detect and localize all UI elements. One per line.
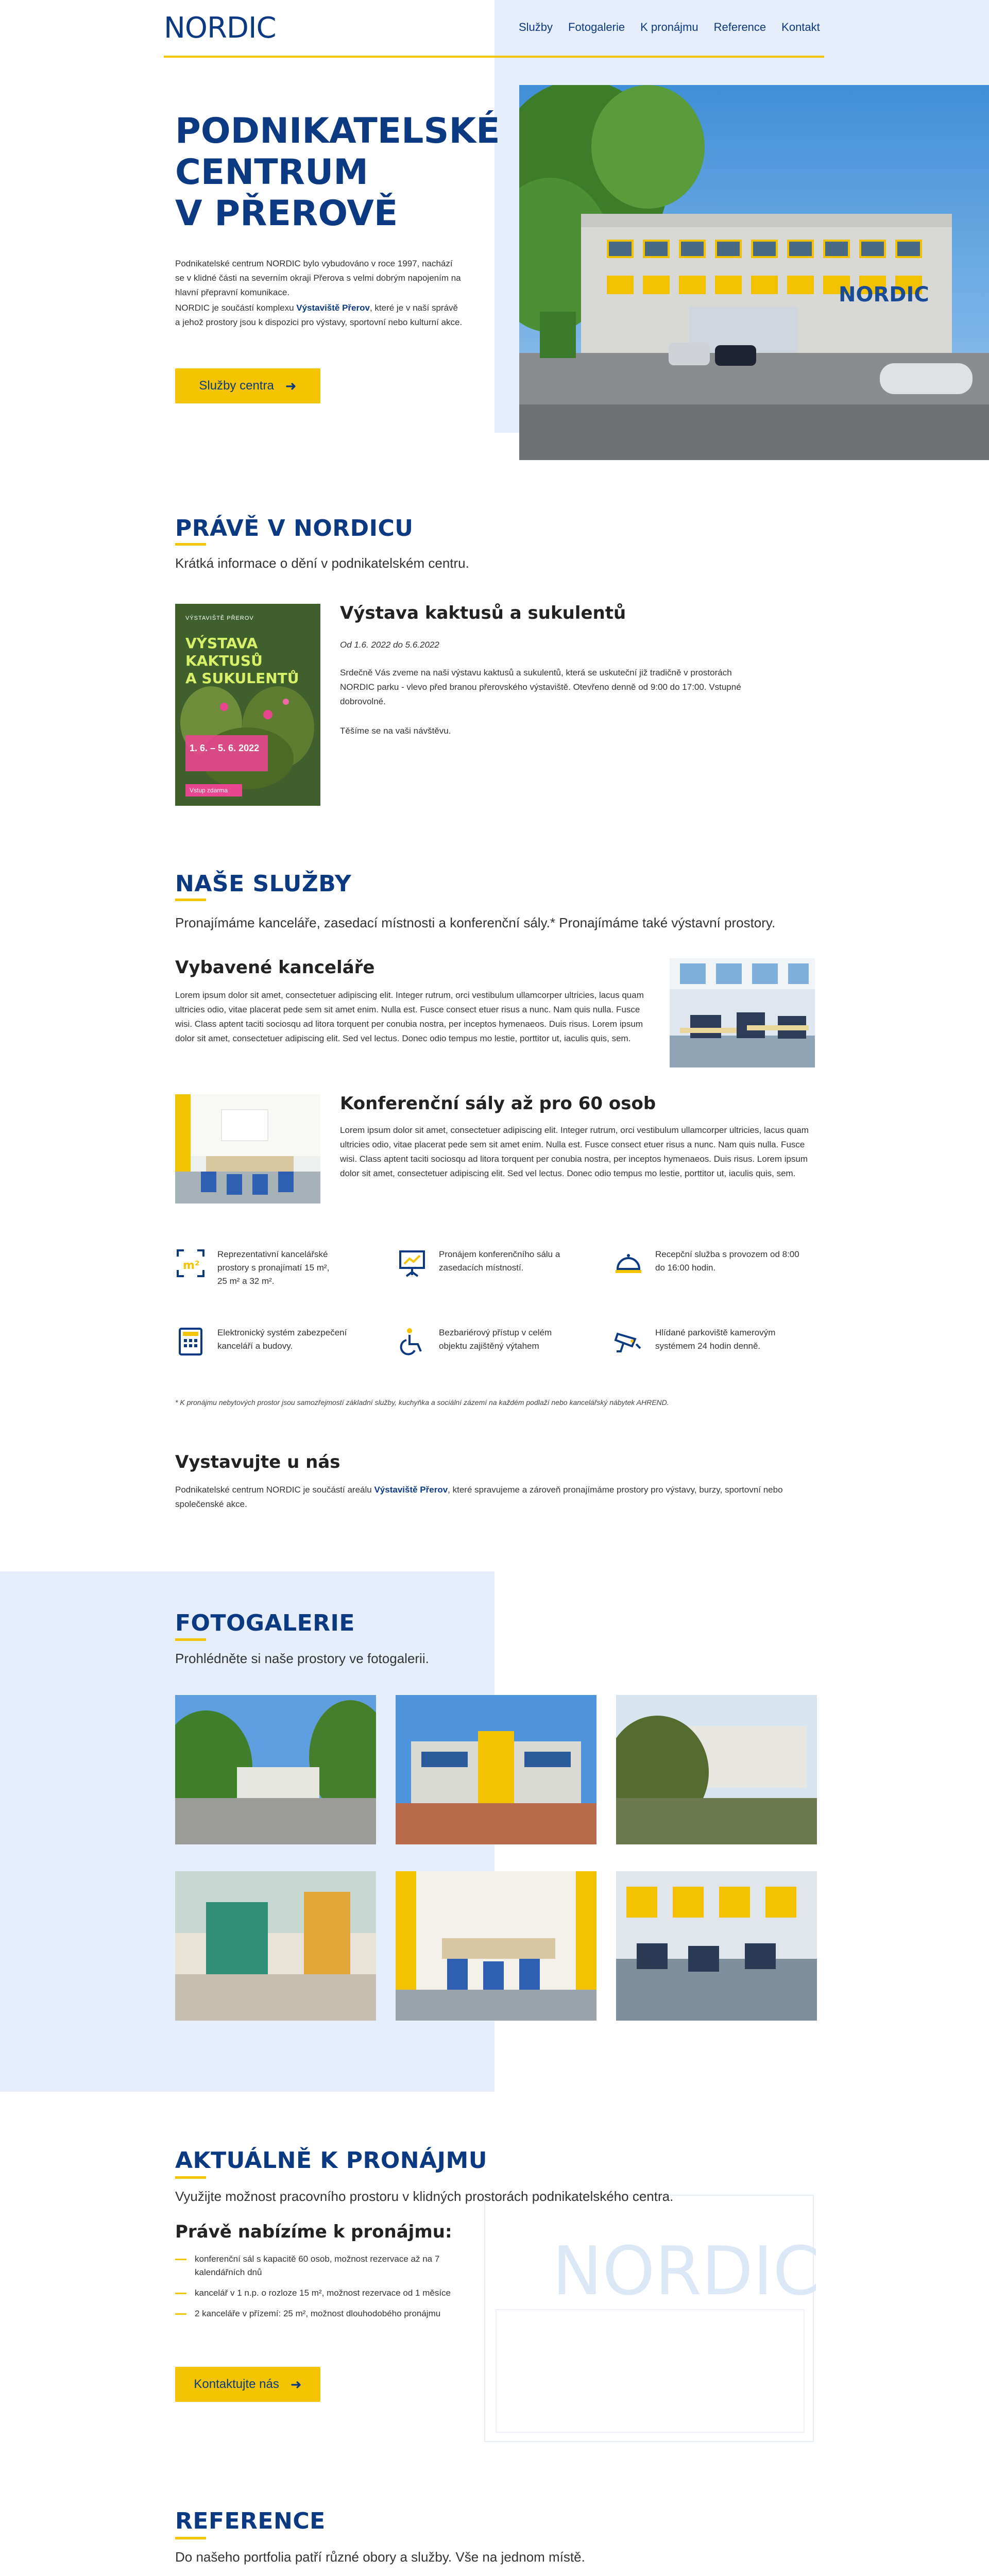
nav-item-rent[interactable]: K pronájmu <box>640 21 698 33</box>
gallery-lead: Prohlédněte si naše prostory ve fotogalerii. <box>175 1651 429 1666</box>
logo[interactable] <box>164 12 276 43</box>
hero-intro-2 <box>175 301 464 330</box>
logo-text: NORDIC <box>164 11 276 45</box>
gallery-photo[interactable] <box>175 1871 376 2021</box>
feature-item <box>175 1248 381 1288</box>
header-underline <box>164 56 824 58</box>
hero-title <box>175 111 500 234</box>
services-title: NAŠE SLUŽBY <box>175 871 352 897</box>
contact-us-button-label: Kontaktujte nás <box>194 2377 279 2391</box>
rent-lead: Využijte možnost pracovního prostoru v klidných prostorách podnikatelského centra. <box>175 2189 674 2204</box>
nav-item-contact[interactable]: Kontakt <box>781 21 820 33</box>
references-title: REFERENCE <box>175 2508 326 2534</box>
office-title: Vybavené kanceláře <box>175 957 375 978</box>
feature-text: Hlídané parkoviště kamerovým systémem 24 hodin denně. <box>655 1328 776 1351</box>
rent-list <box>175 2252 505 2320</box>
references-title-underline <box>175 2537 206 2539</box>
arrow-right-icon: ➜ <box>285 378 297 394</box>
references-lead: Do našeho portfolia patří různé obory a služby. Vše na jednom místě. <box>175 2549 585 2565</box>
office-photo <box>670 958 815 1067</box>
poster-title-2: A SUKULENTŮ <box>185 670 299 687</box>
rent-list-item <box>175 2252 505 2279</box>
news-title-underline <box>175 543 206 546</box>
hero-intro-2-tail: , které je v naší správě a jehož prostory jsou k dispozici pro výstavy, sportovní nebo kulturní akce. <box>175 303 463 327</box>
gallery-title: FOTOGALERIE <box>175 1610 355 1636</box>
services-button[interactable] <box>175 368 320 403</box>
feature-text: Bezbariérový přístup v celém objektu zajištěný výtahem <box>439 1328 552 1351</box>
rent-watermark <box>484 2195 820 2442</box>
exhibit-text-pre: Podnikatelské centrum NORDIC je součástí areálu <box>175 1485 374 1495</box>
camera-icon <box>613 1326 644 1357</box>
poster-title-1: VÝSTAVA KAKTUSŮ <box>185 635 263 669</box>
hero-intro: Podnikatelské centrum NORDIC bylo vybudováno v roce 1997, nachází se v klidné části na severním okraji Přerova s velmi dobrým napojením na hlavní přepravní komunikace. <box>175 259 461 297</box>
exhibit-text <box>175 1483 824 1512</box>
news-item-text-2: Těšíme se na vaši návštěvu. <box>340 726 451 736</box>
exhibit-title: Vystavujte u nás <box>175 1452 340 1472</box>
contact-us-button[interactable] <box>175 2367 320 2402</box>
rent-item-text: 2 kanceláře v přízemí: 25 m², možnost dlouhodobého pronájmu <box>195 2309 441 2318</box>
hero-building-photo <box>519 85 989 460</box>
wheelchair-icon <box>397 1326 428 1357</box>
bullet-icon <box>175 2293 186 2294</box>
nav-item-gallery[interactable]: Fotogalerie <box>568 21 625 33</box>
area-icon <box>175 1248 206 1279</box>
bullet-icon <box>175 2259 186 2260</box>
poster-dates: 1. 6. – 5. 6. 2022 <box>190 743 260 753</box>
rent-title-underline <box>175 2176 206 2179</box>
svg-text:NORDIC: NORDIC <box>839 283 929 307</box>
gallery-photo[interactable] <box>396 1695 596 1844</box>
feature-item <box>613 1326 829 1357</box>
office-text: Lorem ipsum dolor sit amet, consectetuer adipiscing elit. Integer rutrum, orci vestibulum ullamcorper ultricies, lacus quam ultricies odio, vitae placerat pede sem sit amet enim. Nulla est. Fusce consect etuer risus a nunc. Nam quis nulla. Fusce wisi. Class aptent taciti sociosqu ad litora torquent per conubia nostra, per inceptos hymenaeos. Duis risus. Lorem ipsum dolor sit amet, consectetuer adipiscing elit. Sed vel lectus. Donec odio tempus mo lestie, porttitor ut, iaculis quis, sem. <box>175 990 644 1043</box>
rent-item-text: konferenční sál s kapacitě 60 osob, možnost rezervace až na 7 kalendářních dnů <box>195 2254 440 2277</box>
hero-intro-2-text: NORDIC je součástí komplexu <box>175 303 297 313</box>
hero-title-line3: V PŘEROVĚ <box>175 193 398 234</box>
rent-watermark-grid <box>496 2309 805 2433</box>
conference-text: Lorem ipsum dolor sit amet, consectetuer adipiscing elit. Integer rutrum, orci vestibulum ullamcorper ultricies, lacus quam ultricies odio, vitae placerat pede sem sit amet enim. Nulla est. Fusce consect etuer risus a nunc. Nam quis nulla. Fusce wisi. Class aptent taciti sociosqu ad litora torquent per conubia nostra, per inceptos hymenaeos. Duis risus. Lorem ipsum dolor sit amet, consectetuer adipiscing elit. Sed vel lectus. Donec odio tempus mo lestie, porttitor ut, iaculis quis, sem. <box>340 1125 809 1178</box>
bullet-icon <box>175 2313 186 2315</box>
feature-item <box>397 1326 603 1357</box>
security-panel-icon <box>175 1326 206 1357</box>
rent-list-item <box>175 2286 505 2300</box>
link-vystaviste-2[interactable]: Výstaviště Přerov <box>374 1485 448 1495</box>
services-title-underline <box>175 899 206 901</box>
poster-title <box>185 635 320 687</box>
link-vystaviste[interactable]: Výstaviště Přerov <box>296 303 370 313</box>
nav-item-references[interactable]: Reference <box>713 21 766 33</box>
feature-text: Recepční služba s provozem od 8:00 do 16:00 hodin. <box>655 1249 799 1273</box>
gallery-photo[interactable] <box>175 1695 376 1844</box>
feature-item <box>397 1248 603 1279</box>
exhibit-text-post: , které spravujeme a zároveň pronajímáme prostory pro výstavy, burzy, sportovní nebo společenské akce. <box>175 1485 783 1509</box>
feature-text: Elektronický systém zabezpečení kanceláří a budovy. <box>217 1328 347 1351</box>
hero-title-line1: PODNIKATELSKÉ <box>175 111 500 151</box>
news-poster[interactable] <box>175 604 320 806</box>
rent-watermark-text: NORDIC <box>552 2232 820 2310</box>
news-item-title: Výstava kaktusů a sukulentů <box>340 603 626 623</box>
services-footnote: * K pronájmu nebytových prostor jsou samozřejmostí základní služby, kuchyňka a sociální zázemí na každém podlaží nebo kancelářský nábytek AHREND. <box>175 1398 669 1406</box>
gallery-photo[interactable] <box>396 1871 596 2021</box>
presentation-icon <box>397 1248 428 1279</box>
feature-item <box>175 1326 381 1357</box>
gallery-photo[interactable] <box>616 1871 817 2021</box>
svg-text:m²: m² <box>183 1259 200 1272</box>
news-title: PRÁVĚ V NORDICU <box>175 515 414 541</box>
news-item-text: Srdečně Vás zveme na naši výstavu kaktusů a sukulentů, která se uskuteční již tradičně v prostorách NORDIC parku - vlevo před branou přerovského výstaviště. Otevřeno denně od 9:00 do 17:00. Vstupné dobrovolné. <box>340 668 741 706</box>
hero-title-line2: CENTRUM <box>175 152 368 193</box>
arrow-right-icon: ➜ <box>290 2376 302 2392</box>
feature-text: Reprezentativní kancelářské prostory s pronajímatí 15 m², 25 m² a 32 m². <box>217 1249 330 1286</box>
features-grid <box>175 1248 824 1361</box>
conference-photo <box>175 1094 320 1204</box>
conference-title: Konferenční sály až pro 60 osob <box>340 1093 656 1114</box>
feature-item <box>613 1248 829 1279</box>
poster-small-text: VÝSTAVIŠTĚ PŘEROV <box>185 615 254 621</box>
news-item-date: Od 1.6. 2022 do 5.6.2022 <box>340 640 439 650</box>
rent-list-item <box>175 2307 505 2320</box>
nav-item-services[interactable]: Služby <box>519 21 553 33</box>
feature-text: Pronájem konferenčního sálu a zasedacích místností. <box>439 1249 560 1273</box>
reception-bell-icon <box>613 1248 644 1279</box>
rent-subtitle: Právě nabízíme k pronájmu: <box>175 2222 452 2242</box>
news-lead: Krátká informace o dění v podnikatelském centru. <box>175 555 469 571</box>
rent-title: AKTUÁLNĚ K PRONÁJMU <box>175 2147 488 2174</box>
services-lead: Pronajímáme kanceláře, zasedací místnosti a konferenční sály.* Pronajímáme také výstavní prostory. <box>175 915 776 930</box>
poster-footer: Vstup zdarma <box>190 787 228 794</box>
gallery-title-underline <box>175 1638 206 1641</box>
main-nav <box>519 21 820 34</box>
gallery-photo[interactable] <box>616 1695 817 1844</box>
rent-item-text: kancelář v 1 n.p. o rozloze 15 m², možnost rezervace od 1 měsíce <box>195 2288 451 2298</box>
services-button-label: Služby centra <box>199 379 274 393</box>
